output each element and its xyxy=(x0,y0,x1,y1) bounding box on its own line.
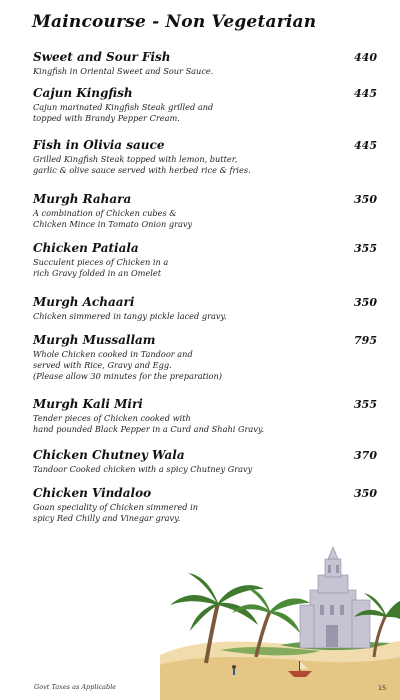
dish-price: 355 xyxy=(354,398,377,411)
dish-description-line: garlic & olive sauce served with herbed rice & fries. xyxy=(33,165,251,175)
dish-price: 445 xyxy=(354,87,377,100)
dish-description-line: Chicken simmered in tangy pickle laced gravy. xyxy=(33,311,227,321)
dish-description-line: Grilled Kingfish Steak topped with lemon, butter, xyxy=(33,154,238,164)
dish-description xyxy=(33,257,353,279)
menu-item-header xyxy=(33,333,379,349)
page-number: 15 xyxy=(378,684,387,692)
menu-item xyxy=(33,486,379,524)
menu-item-header xyxy=(33,138,379,154)
menu-item-header xyxy=(33,192,379,208)
menu-item xyxy=(33,397,379,435)
dish-description xyxy=(33,154,353,176)
menu-item xyxy=(33,295,379,322)
menu-item-header xyxy=(33,86,379,102)
dish-price: 350 xyxy=(354,193,377,206)
dish-description-line: topped with Brandy Pepper Cream. xyxy=(33,113,180,123)
menu-item xyxy=(33,448,379,475)
menu-item-header xyxy=(33,50,379,66)
page-title: Maincourse - Non Vegetarian xyxy=(32,12,317,32)
beach-palm-temple-illustration xyxy=(160,545,400,700)
menu-item xyxy=(33,86,379,124)
menu-item-header xyxy=(33,295,379,311)
menu-item xyxy=(33,138,379,176)
dish-description xyxy=(33,349,353,382)
dish-description xyxy=(33,66,353,77)
dish-description-line: (Please allow 30 minutes for the preparation) xyxy=(33,371,222,381)
dish-description-line: Whole Chicken cooked in Tandoor and xyxy=(33,349,193,359)
dish-description-line: spicy Red Chilly and Vinegar gravy. xyxy=(33,513,181,523)
dish-price: 350 xyxy=(354,296,377,309)
dish-name: Fish in Olivia sauce xyxy=(33,138,165,152)
dish-price: 440 xyxy=(354,51,377,64)
dish-description xyxy=(33,464,353,475)
dish-description xyxy=(33,413,353,435)
dish-name: Murgh Achaari xyxy=(33,295,135,309)
dish-description-line: Kingfish in Oriental Sweet and Sour Sauce. xyxy=(33,66,214,76)
dish-name: Cajun Kingfish xyxy=(33,86,133,100)
dish-description-line: served with Rice, Gravy and Egg. xyxy=(33,360,172,370)
dish-name: Murgh Rahara xyxy=(33,192,132,206)
dish-description-line: hand pounded Black Pepper in a Curd and Shahi Gravy. xyxy=(33,424,265,434)
dish-price: 370 xyxy=(354,449,377,462)
dish-name: Murgh Mussallam xyxy=(33,333,156,347)
dish-price: 355 xyxy=(354,242,377,255)
menu-item xyxy=(33,192,379,230)
dish-description xyxy=(33,311,353,322)
dish-description-line: A combination of Chicken cubes & xyxy=(33,208,177,218)
footer-tax-note: Govt Taxes as Applicable xyxy=(34,683,117,691)
menu-item-header xyxy=(33,397,379,413)
dish-description-line: rich Gravy folded in an Omelet xyxy=(33,268,162,278)
dish-name: Chicken Chutney Wala xyxy=(33,448,185,462)
dish-name: Murgh Kali Miri xyxy=(33,397,143,411)
dish-price: 350 xyxy=(354,487,377,500)
menu-item xyxy=(33,50,379,77)
dish-price: 795 xyxy=(354,334,377,347)
dish-description-line: Chicken Mince in Tomato Onion gravy xyxy=(33,219,193,229)
menu-item-header xyxy=(33,486,379,502)
dish-price: 445 xyxy=(354,139,377,152)
menu-item-header xyxy=(33,448,379,464)
dish-description-line: Cajun marinated Kingfish Steak grilled and xyxy=(33,102,214,112)
menu-item xyxy=(33,333,379,382)
dish-description xyxy=(33,502,353,524)
dish-description xyxy=(33,208,353,230)
menu-item xyxy=(33,241,379,279)
menu-item-header xyxy=(33,241,379,257)
dish-name: Chicken Vindaloo xyxy=(33,486,152,500)
dish-description-line: Succulent pieces of Chicken in a xyxy=(33,257,169,267)
dish-description-line: Tandoor Cooked chicken with a spicy Chutney Gravy xyxy=(33,464,253,474)
dish-description-line: Goan speciality of Chicken simmered in xyxy=(33,502,199,512)
dish-name: Chicken Patiala xyxy=(33,241,139,255)
dish-name: Sweet and Sour Fish xyxy=(33,50,171,64)
dish-description xyxy=(33,102,353,124)
dish-description-line: Tender pieces of Chicken cooked with xyxy=(33,413,191,423)
